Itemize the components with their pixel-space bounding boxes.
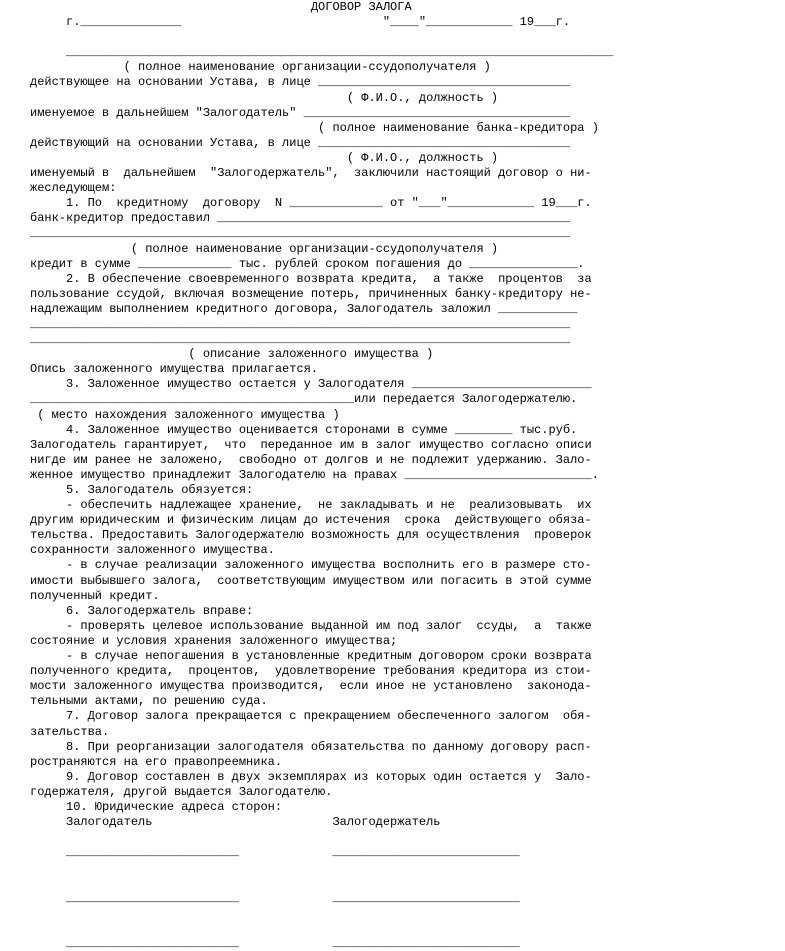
document-line [30,906,770,921]
document-line: действующий на основании Устава, в лице ___________________________________ [30,135,571,150]
document-line: Залогодатель гарантирует, что переданное им в залог имущество согласно описи [30,437,592,452]
document-line: 9. Договор составлен в двух экземплярах из которых один остается у Зало- [30,769,592,784]
document-line: ространяются на его правопреемника. [30,754,283,769]
document-line: зательства. [30,724,110,739]
document-line: ( место нахождения заложенного имущества ) [30,407,340,422]
document-line: ____________________________________________________________________________ [30,45,614,60]
document-line: ( Ф.И.О., должность ) [30,150,499,165]
document-line: состояние и условия хранения заложенного имущества; [30,633,398,648]
document-line: полученного кредита, процентов, удовлетворение требования кредитора из стои- [30,664,592,679]
document-title: ДОГОВОР ЗАЛОГА [30,0,412,14]
document-line: надлежащим выполнением кредитного договора, Залогодатель заложил ___________ [30,301,578,316]
document-line: тельными актами, по решению суда. [30,694,268,709]
document-line: 1. По кредитному договору N _____________ от "___"____________ 19___г. [30,196,592,211]
document-line: 7. Договор залога прекращается с прекращением обеспеченного залогом обя- [30,709,592,724]
document-line: банк-кредитор предоставил _________________________________________________ [30,211,571,226]
document-line: тельства. Предоставить Залогодержателю возможность для осуществления проверок [30,528,592,543]
document-line: жеследующем: [30,181,117,196]
document-line: ( полное наименование организации-ссудополучателя ) [30,241,499,256]
document-line: 5. Залогодатель обязуется: [30,483,254,497]
document-line: 3. Заложенное имущество остается у Залогодателя _________________________ [30,377,592,392]
document-line [30,830,770,845]
document-line [30,875,770,890]
document-line: - в случае непогашения в установленные кредитным договором сроки возврата [30,649,592,664]
document-line [30,30,770,45]
document-line: ________________________ __________________________ [30,935,520,950]
document-line: именуемый в дальнейшем "Залогодержатель", заключили настоящий договор о ни- [30,166,592,181]
document-line: полученный кредит. [30,588,160,603]
document-line: имости выбывшего залога, соответствующим имуществом или погасить в этой сумме [30,573,592,588]
document-line: ___________________________________________________________________________ [30,316,571,331]
document-line: - проверять целевое использование выданной им под залог ссуды, а также [30,618,592,633]
document-line: ( полное наименование банка-кредитора ) [30,120,599,135]
document-line: 2. В обеспечение своевременного возврата кредита, а также процентов за [30,271,592,286]
document-line: ___________________________________________________________________________ [30,332,571,347]
document-line: г.______________ "____"____________ 19___г. [30,15,571,30]
document-line: Опись заложенного имущества прилагается. [30,362,319,377]
document-line: кредит в сумме _____________ тыс. рублей сроком погашения до _______________. [30,256,585,271]
document-line: 6. Залогодержатель вправе: [30,603,254,618]
document-line: Залогодатель Залогодержатель [30,815,441,830]
document-line: именуемое в дальнейшем "Залогодатель" _____________________________________ [30,105,571,120]
document-line: 8. При реорганизации залогодателя обязательства по данному договору расп- [30,739,592,754]
contract-document [30,0,770,951]
document-line: ( Ф.И.О., должность ) [30,90,499,105]
document-line: другим юридическим и физическим лицам до истечения срока действующего обяза- [30,513,592,528]
document-line: действующее на основании Устава, в лице ___________________________________ [30,75,571,90]
document-line: мости заложенного имущества производится, если иное не установлено законода- [30,679,592,694]
document-line: женное имущество принадлежит Залогодателю на правах __________________________. [30,467,599,482]
document-line: годержателя, другой выдается Залогодателю. [30,784,333,799]
document-line: пользование ссудой, включая возмещение потерь, причиненных банку-кредитору не- [30,286,592,301]
document-line: - в случае реализации заложенного имущества восполнить его в размере сто- [30,558,592,573]
document-line: ________________________ __________________________ [30,845,520,860]
document-line: - обеспечить надлежащее хранение, не закладывать и не реализовывать их [30,498,592,513]
document-line: ________________________ __________________________ [30,890,520,905]
document-line [30,860,770,875]
document-line: _____________________________________________или передается Залогодержателю. [30,392,578,407]
document-line: ___________________________________________________________________________ [30,226,571,241]
document-line [30,921,770,936]
document-line: ( полное наименование организации-ссудополучателя ) [30,60,491,75]
document-line: нигде им ранее не заложено, свободно от долгов и не подлежит удержанию. Зало- [30,452,592,467]
document-line: 4. Заложенное имущество оценивается сторонами в сумме ________ тыс.руб. [30,422,578,437]
document-line: сохранности заложенного имущества. [30,543,275,558]
document-line: ( описание заложенного имущества ) [30,347,434,362]
document-line: 10. Юридические адреса сторон: [30,799,283,814]
